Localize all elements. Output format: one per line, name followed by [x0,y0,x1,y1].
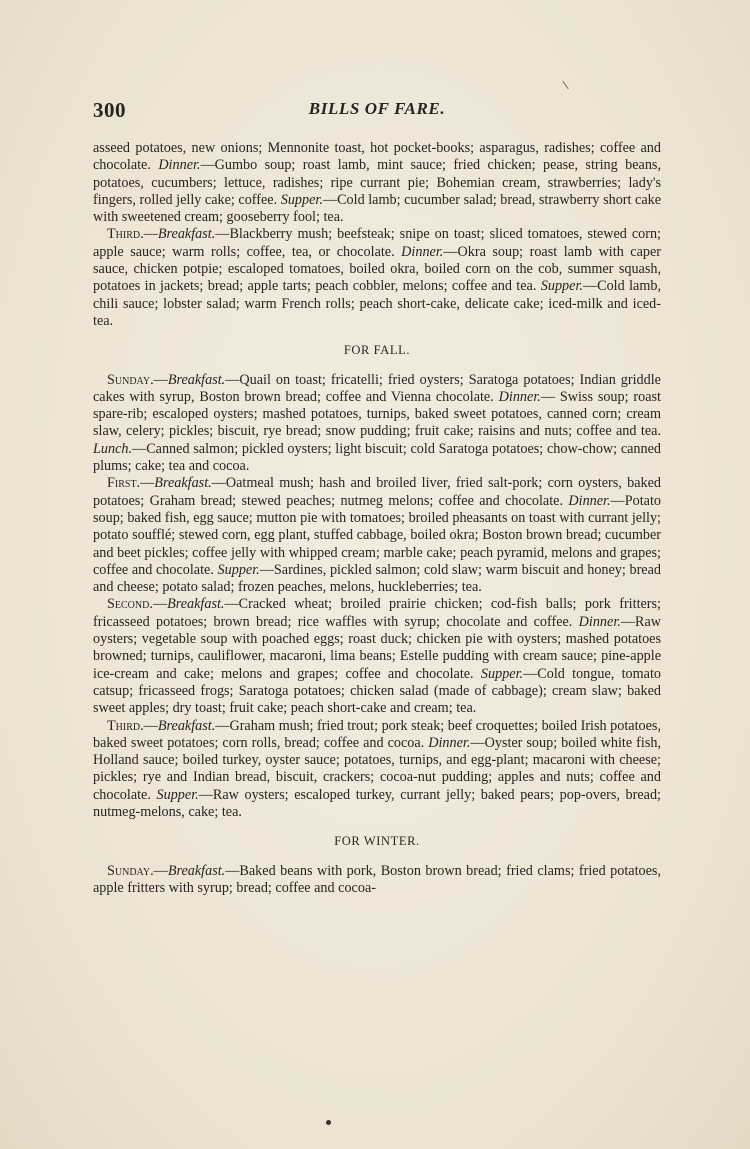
day-label: Third. [107,717,144,734]
stray-ink-mark [562,81,569,90]
dinner-text: —Potato soup; baked fish, egg sauce; mutton pie with tomatoes; broiled pheasants on toast with currant jelly; potato soufflé; stewed corn, egg plant, stuffed cabbage, boiled okra; Boston brown bread; cucumber and beet pickles; coffee jelly with whipped cream; marble cake; peach pyramid, melons and grapes; coffee and chocolate. [93,492,661,578]
supper-label: Supper. [540,278,583,295]
ink-dot [326,1120,331,1125]
supper-text: —Cold lamb, chili sauce; lobster salad; warm French rolls; peach short-cake, delicate cake; iced-milk and iced-tea. [93,278,661,329]
dinner-label: Dinner. [401,243,444,260]
breakfast-label: Breakfast. [154,475,212,492]
day-label: First. [107,475,141,492]
section-heading-winter: FOR WINTER. [334,834,420,849]
supper-text: —Cold lamb; cucumber salad; bread, strawberry short cake with sweetened cream; gooseberry fool; tea. [93,191,662,226]
supper-text: —Raw oysters; escaloped turkey, currant jelly; baked pears; pop-overs, bread; nutmeg-melons, cake; tea. [93,786,662,820]
supper-text: —Sardines, pickled salmon; cold slaw; warm biscuit and honey; bread and cheese; potato salad; frozen peaches, melons, huckleberries; tea. [93,561,661,596]
dinner-text: —Gumbo soup; roast lamb, mint sauce; fried chicken; pease, string beans, potatoes, cucumbers; lettuce, radishes; ripe currant pie; Bohemian cream, strawberries; lady's fingers, rolled jelly cake; coffee. [93,157,661,208]
breakfast-text: —Cracked wheat; broiled prairie chicken; cod-fish balls; pork fritters; fricasseed potatoes; brown bread; rice waffles with syrup; chocolate and coffee. [93,596,661,630]
dinner-text: —Oyster soup; boiled white fish, Holland sauce; boiled turkey, oyster sauce; potatoes, turnips, and egg-plant; macaroni with cheese; pickles; rye and Indian bread, biscuit, crackers; cocoa-nut pudding; apples and nuts; coffee and chocolate. [93,734,661,803]
day-label: Third. [107,226,144,243]
body-text [93,140,661,897]
breakfast-text: —Graham mush; fried trout; pork steak; beef croquettes; boiled Irish potatoes, baked sweet potatoes; corn rolls, bread; coffee and cocoa. [93,717,661,751]
day-label: Sunday. [107,862,154,879]
paragraph-fall-third: Third.—Breakfast.—Graham mush; fried trout; pork steak; beef croquettes; boiled Irish potatoes, baked sweet potatoes; corn rolls, bread; coffee and cocoa. Dinner.—Oyster soup; boiled white fish, Holland sauce; boiled turkey, oyster sauce; potatoes, turnips, and egg-plant; macaroni with cheese; pickles; rye and Indian bread, biscuit, crackers; cocoa-nut pudding; apples and nuts; coffee and chocolate. Supper.—Raw oysters; escaloped turkey, currant jelly; baked pears; pop-overs, bread; nutmeg-melons, cake; tea. [93,717,662,820]
paragraph-fall-first: First.—Breakfast.—Oatmeal mush; hash and broiled liver, fried salt-pork; corn oysters, baked potatoes; Graham bread; stewed peaches; nutmeg melons; coffee and chocolate. Dinner.—Potato soup; baked fish, egg sauce; mutton pie with tomatoes; broiled pheasants on toast with currant jelly; potato soufflé; stewed corn, egg plant, stuffed cabbage, boiled okra; Boston brown bread; cucumber and beet pickles; coffee jelly with whipped cream; marble cake; peach pyramid, melons and grapes; coffee and chocolate. Supper.—Sardines, pickled salmon; cold slaw; warm biscuit and honey; bread and cheese; potato salad; frozen peaches, melons, huckleberries; tea. [93,475,661,596]
lunch-text: —Canned salmon; pickled oysters; light biscuit; cold Saratoga potatoes; chow-chow; canned plums; cake; tea and cocoa. [93,440,661,475]
supper-label: Supper. [217,561,260,578]
running-head: BILLS OF FARE. [308,99,446,118]
dinner-label: Dinner. [578,613,621,630]
paragraph-summer-third: Third.—Breakfast.—Blackberry mush; beefsteak; snipe on toast; sliced tomatoes, stewed corn; apple sauce; warm rolls; coffee, tea, or chocolate. Dinner.—Okra soup; roast lamb with caper sauce, chicken potpie; escaloped tomatoes, boiled okra, boiled corn on the cob, summer squash, potatoes in jackets; bread; apple tarts; peach cobbler, melons; coffee and tea. Supper.—Cold lamb, chili sauce; lobster salad; warm French rolls; peach short-cake, delicate cake; iced-milk and iced-tea. [93,226,661,329]
breakfast-label: Breakfast. [167,371,226,388]
breakfast-label: Breakfast. [157,226,216,243]
breakfast-label: Breakfast. [167,862,226,879]
continuation-text: asseed potatoes, new onions; Mennonite toast, hot pocket-books; asparagus, radishes; coffee and chocolate. [93,140,661,174]
supper-label: Supper. [156,786,199,803]
dinner-label: Dinner. [498,388,541,405]
page-number: 300 [93,98,126,122]
lunch-label: Lunch. [93,440,133,457]
paragraph-winter-sunday: Sunday.—Breakfast.—Baked beans with pork, Boston brown bread; fried clams; fried potatoes, apple fritters with syrup; bread; coffee and cocoa- [93,862,661,896]
section-heading-fall: FOR FALL. [343,343,411,358]
dinner-text: —Okra soup; roast lamb with caper sauce, chicken potpie; escaloped tomatoes, boiled okra, boiled corn on the cob, summer squash, potatoes in jackets; bread; apple tarts; peach cobbler, melons; coffee and tea. [93,243,661,295]
dinner-label: Dinner. [158,157,201,174]
dinner-text: —Raw oysters; vegetable soup with poached eggs; roast duck; chicken pie with oysters; mashed potatoes browned; turnips, cauliflower, macaroni, lima beans; Estelle pudding with cream sauce; pine-apple ice-cream and cake; melons and grapes; coffee and chocolate. [93,613,662,682]
breakfast-text: —Oatmeal mush; hash and broiled liver, fried salt-pork; corn oysters, baked potatoes; Graham bread; stewed peaches; nutmeg melons; coffee and chocolate. [93,475,661,509]
dinner-label: Dinner. [428,734,471,751]
dinner-label: Dinner. [568,492,611,509]
breakfast-text: —Quail on toast; fricatelli; fried oysters; Saratoga potatoes; Indian griddle cakes with syrup, Boston brown bread; coffee and Vienna chocolate. [93,371,661,405]
paragraph-fall-second: Second.—Breakfast.—Cracked wheat; broiled prairie chicken; cod-fish balls; pork fritters; fricasseed potatoes; brown bread; rice waffles with syrup; chocolate and coffee. Dinner.—Raw oysters; vegetable soup with poached eggs; roast duck; chicken pie with oysters; mashed potatoes browned; turnips, cauliflower, macaroni, lima beans; Estelle pudding with cream sauce; pine-apple ice-cream and cake; melons and grapes; coffee and chocolate. Supper.—Cold tongue, tomato catsup; fricasseed frogs; Saratoga potatoes; chicken salad (made of cabbage); cream slaw; baked sweet apples; dry toast; fruit cake; peach short-cake and cream; tea. [93,596,662,717]
page-header [93,98,661,124]
breakfast-text: —Blackberry mush; beefsteak; snipe on toast; sliced tomatoes, stewed corn; apple sauce; warm rolls; coffee, tea, or chocolate. [93,226,661,260]
paragraph-continuation [93,140,661,226]
dinner-text: — Swiss soup; roast spare-rib; escaloped oysters; mashed potatoes, turnips, baked sweet potatoes, canned corn; cream slaw, celery; pickles; biscuit, rye bread; snow pudding; fruit cake; raisins and nuts; coffee and tea. [93,388,661,440]
breakfast-label: Breakfast. [157,717,216,734]
supper-label: Supper. [280,191,323,208]
day-label: Second. [107,596,153,613]
supper-text: —Cold tongue, tomato catsup; fricasseed frogs; Saratoga potatoes; chicken salad (made of cabbage); cream slaw; baked sweet apples; dry toast; fruit cake; peach short-cake and cream; tea. [93,665,661,717]
breakfast-label: Breakfast. [167,596,225,613]
paragraph-fall-sunday: Sunday.—Breakfast.—Quail on toast; fricatelli; fried oysters; Saratoga potatoes; Indian griddle cakes with syrup, Boston brown bread; coffee and Vienna chocolate. Dinner.— Swiss soup; roast spare-rib; escaloped oysters; mashed potatoes, turnips, baked sweet potatoes, canned corn; cream slaw, celery; pickles; biscuit, rye bread; snow pudding; fruit cake; raisins and nuts; coffee and tea. Lunch.—Canned salmon; pickled oysters; light biscuit; cold Saratoga potatoes; chow-chow; canned plums; cake; tea and cocoa. [93,371,661,475]
breakfast-text: —Baked beans with pork, Boston brown bread; fried clams; fried potatoes, apple fritters with syrup; bread; coffee and cocoa- [93,862,661,896]
supper-label: Supper. [480,665,524,682]
day-label: Sunday. [107,371,154,388]
